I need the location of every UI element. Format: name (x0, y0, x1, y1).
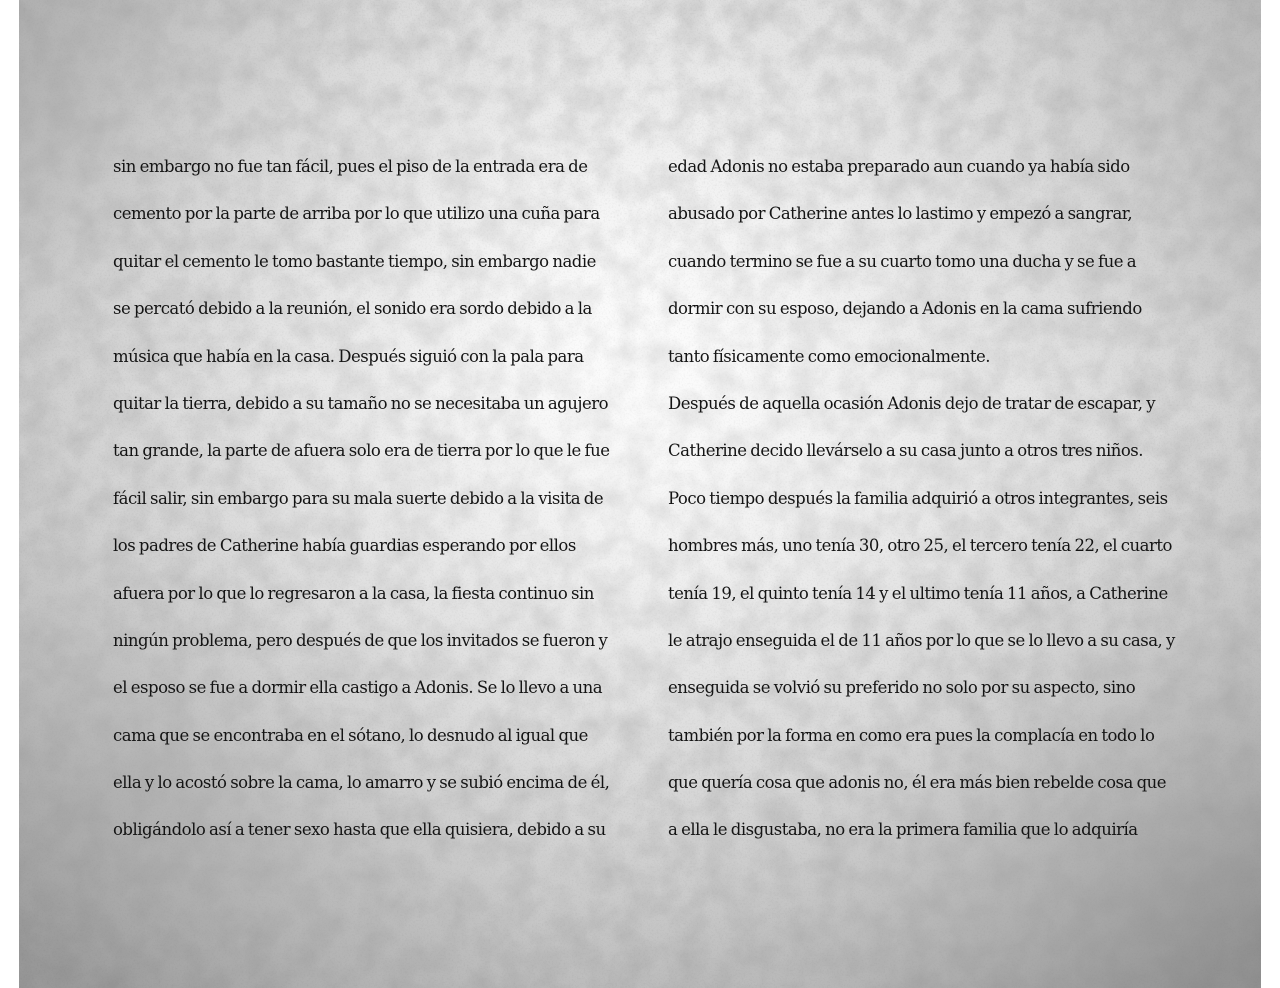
text-line: cuando termino se fue a su cuarto tomo una ducha y se fue a (668, 251, 1137, 271)
text-line: tanto físicamente como emocionalmente. (668, 346, 991, 366)
text-line: hombres más, uno tenía 30, otro 25, el tercero tenía 22, el cuarto (668, 536, 1172, 556)
right-text-column (668, 143, 1188, 854)
text-line: ella y lo acostó sobre la cama, lo amarro y se subió encima de él, (113, 773, 610, 793)
text-line: los padres de Catherine había guardias esperando por ellos (113, 536, 576, 556)
text-line: Catherine decido llevárselo a su casa junto a otros tres niños. (668, 441, 1144, 461)
text-line: dormir con su esposo, dejando a Adonis en la cama sufriendo (668, 299, 1142, 319)
text-line: obligándolo así a tener sexo hasta que ella quisiera, debido a su (113, 820, 606, 840)
text-line: el esposo se fue a dormir ella castigo a Adonis. Se lo llevo a una (113, 678, 603, 698)
text-line: quitar la tierra, debido a su tamaño no se necesitaba un agujero (113, 393, 609, 413)
text-line: se percató debido a la reunión, el sonido era sordo debido a la (113, 299, 592, 319)
text-line: música que había en la casa. Después siguió con la pala para (113, 346, 584, 366)
left-text-column (113, 143, 633, 854)
text-line: Después de aquella ocasión Adonis dejo de tratar de escapar, y (668, 393, 1156, 413)
text-line: quitar el cemento le tomo bastante tiempo, sin embargo nadie (113, 251, 596, 271)
textured-page (19, 0, 1261, 988)
text-line: afuera por lo que lo regresaron a la casa, la fiesta continuo sin (113, 583, 594, 603)
text-line: a ella le disgustaba, no era la primera familia que lo adquiría (668, 820, 1138, 840)
text-line: edad Adonis no estaba preparado aun cuando ya había sido (668, 157, 1130, 176)
text-line: también por la forma en como era pues la complacía en todo lo (668, 725, 1155, 745)
text-line: cama que se encontraba en el sótano, lo desnudo al igual que (113, 725, 588, 745)
text-line: enseguida se volvió su preferido no solo por su aspecto, sino (668, 678, 1136, 698)
text-line: Poco tiempo después la familia adquirió a otros integrantes, seis (668, 488, 1168, 508)
text-line: fácil salir, sin embargo para su mala suerte debido a la visita de (113, 488, 604, 508)
text-line: cemento por la parte de arriba por lo que utilizo una cuña para (113, 204, 600, 224)
text-line: tan grande, la parte de afuera solo era de tierra por lo que le fue (113, 441, 610, 461)
text-line: que quería cosa que adonis no, él era más bien rebelde cosa que (668, 773, 1167, 793)
text-line: tenía 19, el quinto tenía 14 y el ultimo tenía 11 años, a Catherine (668, 583, 1168, 603)
text-line: sin embargo no fue tan fácil, pues el piso de la entrada era de (113, 157, 588, 176)
text-line: le atrajo enseguida el de 11 años por lo que se lo llevo a su casa, y (668, 630, 1175, 650)
text-line: abusado por Catherine antes lo lastimo y empezó a sangrar, (668, 204, 1133, 224)
text-line: ningún problema, pero después de que los invitados se fueron y (113, 630, 608, 650)
